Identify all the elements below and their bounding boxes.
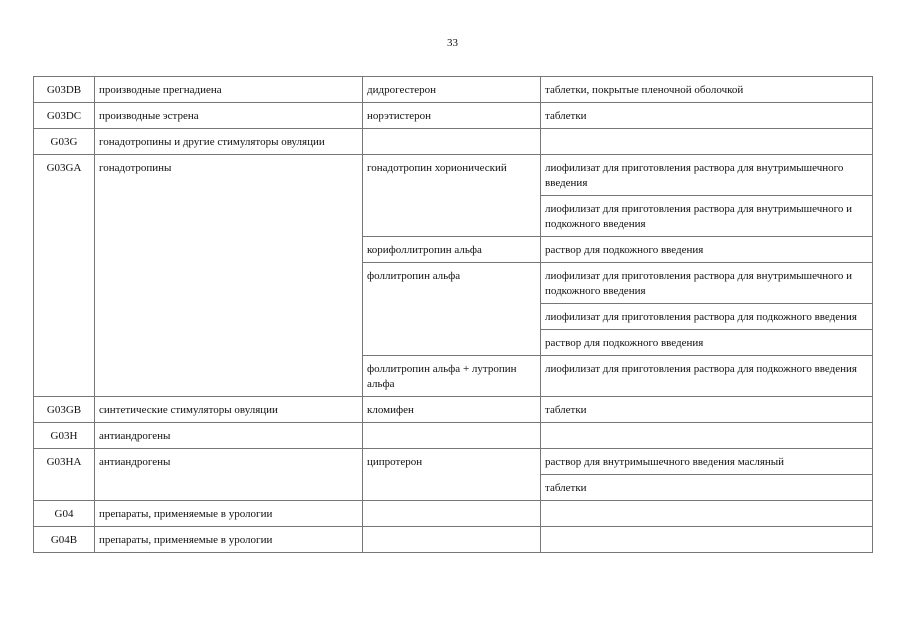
table-body xyxy=(34,77,873,553)
dosage-form-cell: лиофилизат для приготовления раствора для внутримышечного и подкожного введения xyxy=(541,263,873,304)
dosage-form-cell: таблетки xyxy=(541,103,873,129)
atc-code-cell: G03GA xyxy=(34,155,95,397)
atc-code-cell: G03HA xyxy=(34,449,95,501)
anatomical-group-cell: препараты, применяемые в урологии xyxy=(95,501,363,527)
drug-name-cell xyxy=(363,501,541,527)
atc-code-cell: G04B xyxy=(34,527,95,553)
table-row xyxy=(34,501,873,527)
anatomical-group-cell: антиандрогены xyxy=(95,449,363,501)
drug-name-cell: фоллитропин альфа xyxy=(363,263,541,356)
dosage-form-cell: таблетки xyxy=(541,397,873,423)
page-number: 33 xyxy=(447,37,458,49)
table-row xyxy=(34,103,873,129)
anatomical-group-cell: гонадотропины и другие стимуляторы овуляции xyxy=(95,129,363,155)
drug-name-cell: корифоллитропин альфа xyxy=(363,237,541,263)
dosage-form-cell: раствор для подкожного введения xyxy=(541,237,873,263)
drug-name-cell: гонадотропин хорионический xyxy=(363,155,541,237)
drug-name-cell xyxy=(363,423,541,449)
dosage-form-cell: лиофилизат для приготовления раствора для подкожного введения xyxy=(541,356,873,397)
dosage-form-cell: раствор для подкожного введения xyxy=(541,330,873,356)
dosage-form-cell: раствор для внутримышечного введения масляный xyxy=(541,449,873,475)
table-row xyxy=(34,129,873,155)
anatomical-group-cell: препараты, применяемые в урологии xyxy=(95,527,363,553)
table-row xyxy=(34,449,873,475)
dosage-form-cell xyxy=(541,501,873,527)
drug-name-cell: кломифен xyxy=(363,397,541,423)
dosage-form-cell: лиофилизат для приготовления раствора для подкожного введения xyxy=(541,304,873,330)
drug-name-cell xyxy=(363,527,541,553)
table-row xyxy=(34,397,873,423)
dosage-form-cell xyxy=(541,527,873,553)
dosage-form-cell: лиофилизат для приготовления раствора для внутримышечного введения xyxy=(541,155,873,196)
atc-code-cell: G03DB xyxy=(34,77,95,103)
dosage-form-cell: таблетки xyxy=(541,475,873,501)
atc-code-cell: G04 xyxy=(34,501,95,527)
atc-code-cell: G03GB xyxy=(34,397,95,423)
table-row xyxy=(34,527,873,553)
anatomical-group-cell: производные эстрена xyxy=(95,103,363,129)
dosage-form-cell: лиофилизат для приготовления раствора для внутримышечного и подкожного введения xyxy=(541,196,873,237)
atc-code-cell: G03H xyxy=(34,423,95,449)
table-row xyxy=(34,423,873,449)
drug-name-cell: норэтистерон xyxy=(363,103,541,129)
dosage-form-cell: таблетки, покрытые пленочной оболочкой xyxy=(541,77,873,103)
drug-name-cell: дидрогестерон xyxy=(363,77,541,103)
anatomical-group-cell: синтетические стимуляторы овуляции xyxy=(95,397,363,423)
drug-name-cell: фоллитропин альфа + лутропин альфа xyxy=(363,356,541,397)
anatomical-group-cell: производные прегнадиена xyxy=(95,77,363,103)
drug-name-cell: ципротерон xyxy=(363,449,541,501)
table-row xyxy=(34,77,873,103)
dosage-form-cell xyxy=(541,129,873,155)
drug-name-cell xyxy=(363,129,541,155)
anatomical-group-cell: антиандрогены xyxy=(95,423,363,449)
drug-table xyxy=(33,76,873,553)
table-row xyxy=(34,155,873,196)
anatomical-group-cell: гонадотропины xyxy=(95,155,363,397)
dosage-form-cell xyxy=(541,423,873,449)
atc-code-cell: G03G xyxy=(34,129,95,155)
atc-code-cell: G03DC xyxy=(34,103,95,129)
